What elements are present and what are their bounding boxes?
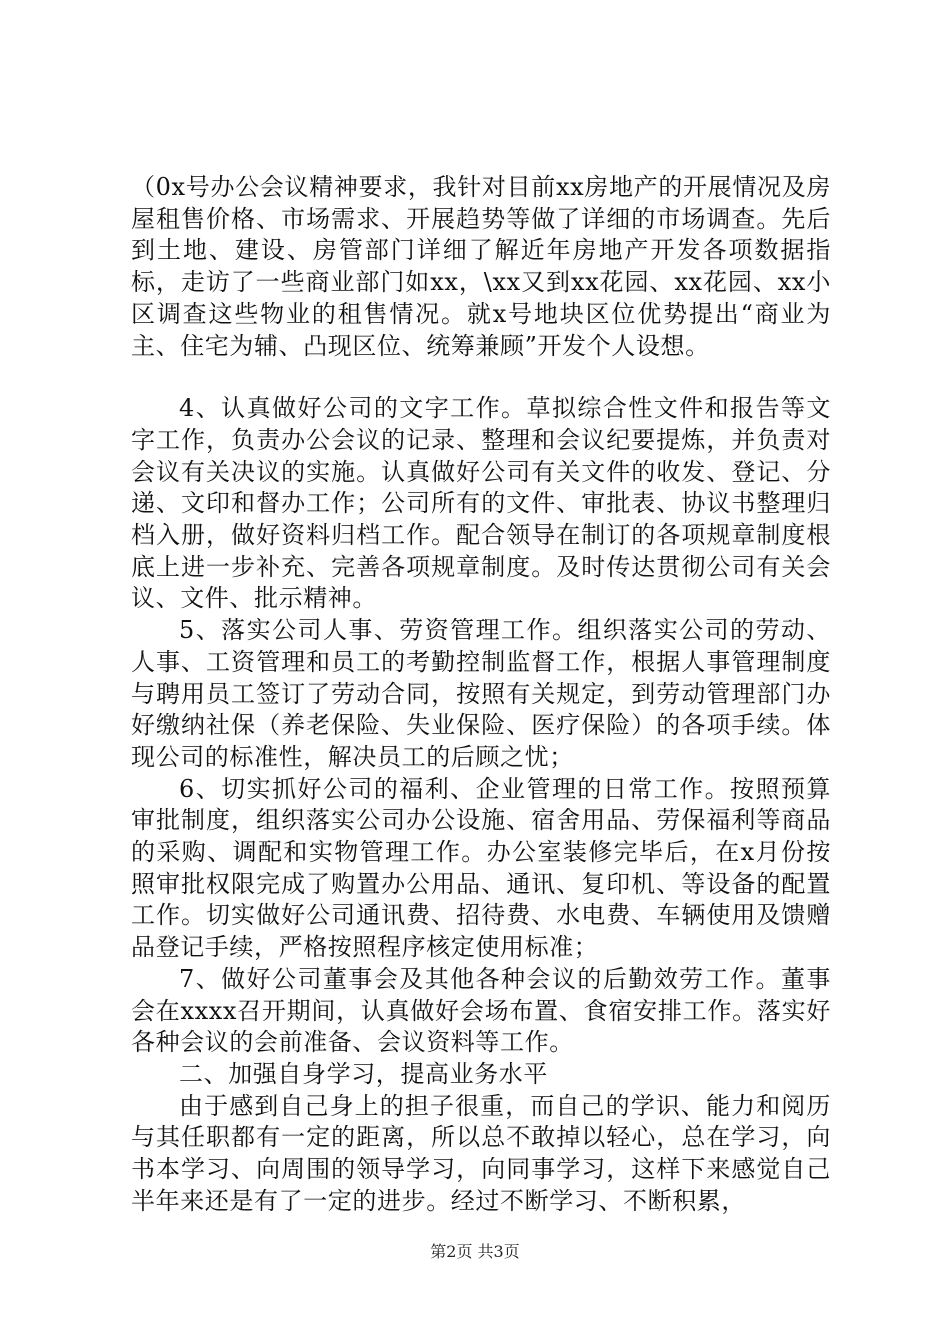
page-footer: 第2页 共3页 — [430, 1242, 520, 1261]
paragraph-self-study: 由于感到自己身上的担子很重，而自己的学识、能力和阅历与其任职都有一定的距离，所以总不敢掉以轻心，总在学习，向书本学习、向周围的领导学习，向同事学习，这样下来感觉自己半年来还是有了一定的进步。经过不断学习、不断积累， — [131, 1091, 831, 1215]
paragraph-item-4: 4、认真做好公司的文字工作。草拟综合性文件和报告等文字工作，负责办公会议的记录、整理和会议纪要提炼，并负责对会议有关决议的实施。认真做好公司有关文件的收发、登记、分递、文印和督办工作；公司所有的文件、审批表、协议书整理归档入册，做好资料归档工作。配合领导在制订的各项规章制度根底上进一步补充、完善各项规章制度。及时传达贯彻公司有关会议、文件、批示精神。 — [131, 394, 831, 613]
document-body — [131, 172, 831, 1218]
paragraph-item-6: 6、切实抓好公司的福利、企业管理的日常工作。按照预算审批制度，组织落实公司办公设施、宿舍用品、劳保福利等商品的采购、调配和实物管理工作。办公室装修完毕后，在x月份按照审批权限完成了购置办公用品、通讯、复印机、等设备的配置工作。切实做好公司通讯费、招待费、水电费、车辆使用及馈赠品登记手续，严格按照程序核定使用标准； — [131, 774, 831, 962]
paragraph-item-5: 5、落实公司人事、劳资管理工作。组织落实公司的劳动、人事、工资管理和员工的考勤控制监督工作，根据人事管理制度与聘用员工签订了劳动合同，按照有关规定，到劳动管理部门办好缴纳社保（养老保险、失业保险、医疗保险）的各项手续。体现公司的标准性，解决员工的后顾之忧； — [131, 616, 831, 771]
paragraph-item-7: 7、做好公司董事会及其他各种会议的后勤效劳工作。董事会在xxxx召开期间，认真做好会场布置、食宿安排工作。落实好各种会议的会前准备、会议资料等工作。 — [131, 964, 831, 1057]
section-heading-2: 二、加强自身学习，提高业务水平 — [179, 1059, 548, 1088]
paragraph-gap — [131, 362, 831, 393]
paragraph-market-research: （0x号办公会议精神要求，我针对目前xx房地产的开展情况及房屋租售价格、市场需求、开展趋势等做了详细的市场调查。先后到土地、建设、房管部门详细了解近年房地产开发各项数据指标，走访了一些商业部门如xx，\xx又到xx花园、xx花园、xx小区调查这些物业的租售情况。就x号地块区位优势提出“商业为主、住宅为辅、凸现区位、统筹兼顾”开发个人设想。 — [131, 173, 831, 360]
